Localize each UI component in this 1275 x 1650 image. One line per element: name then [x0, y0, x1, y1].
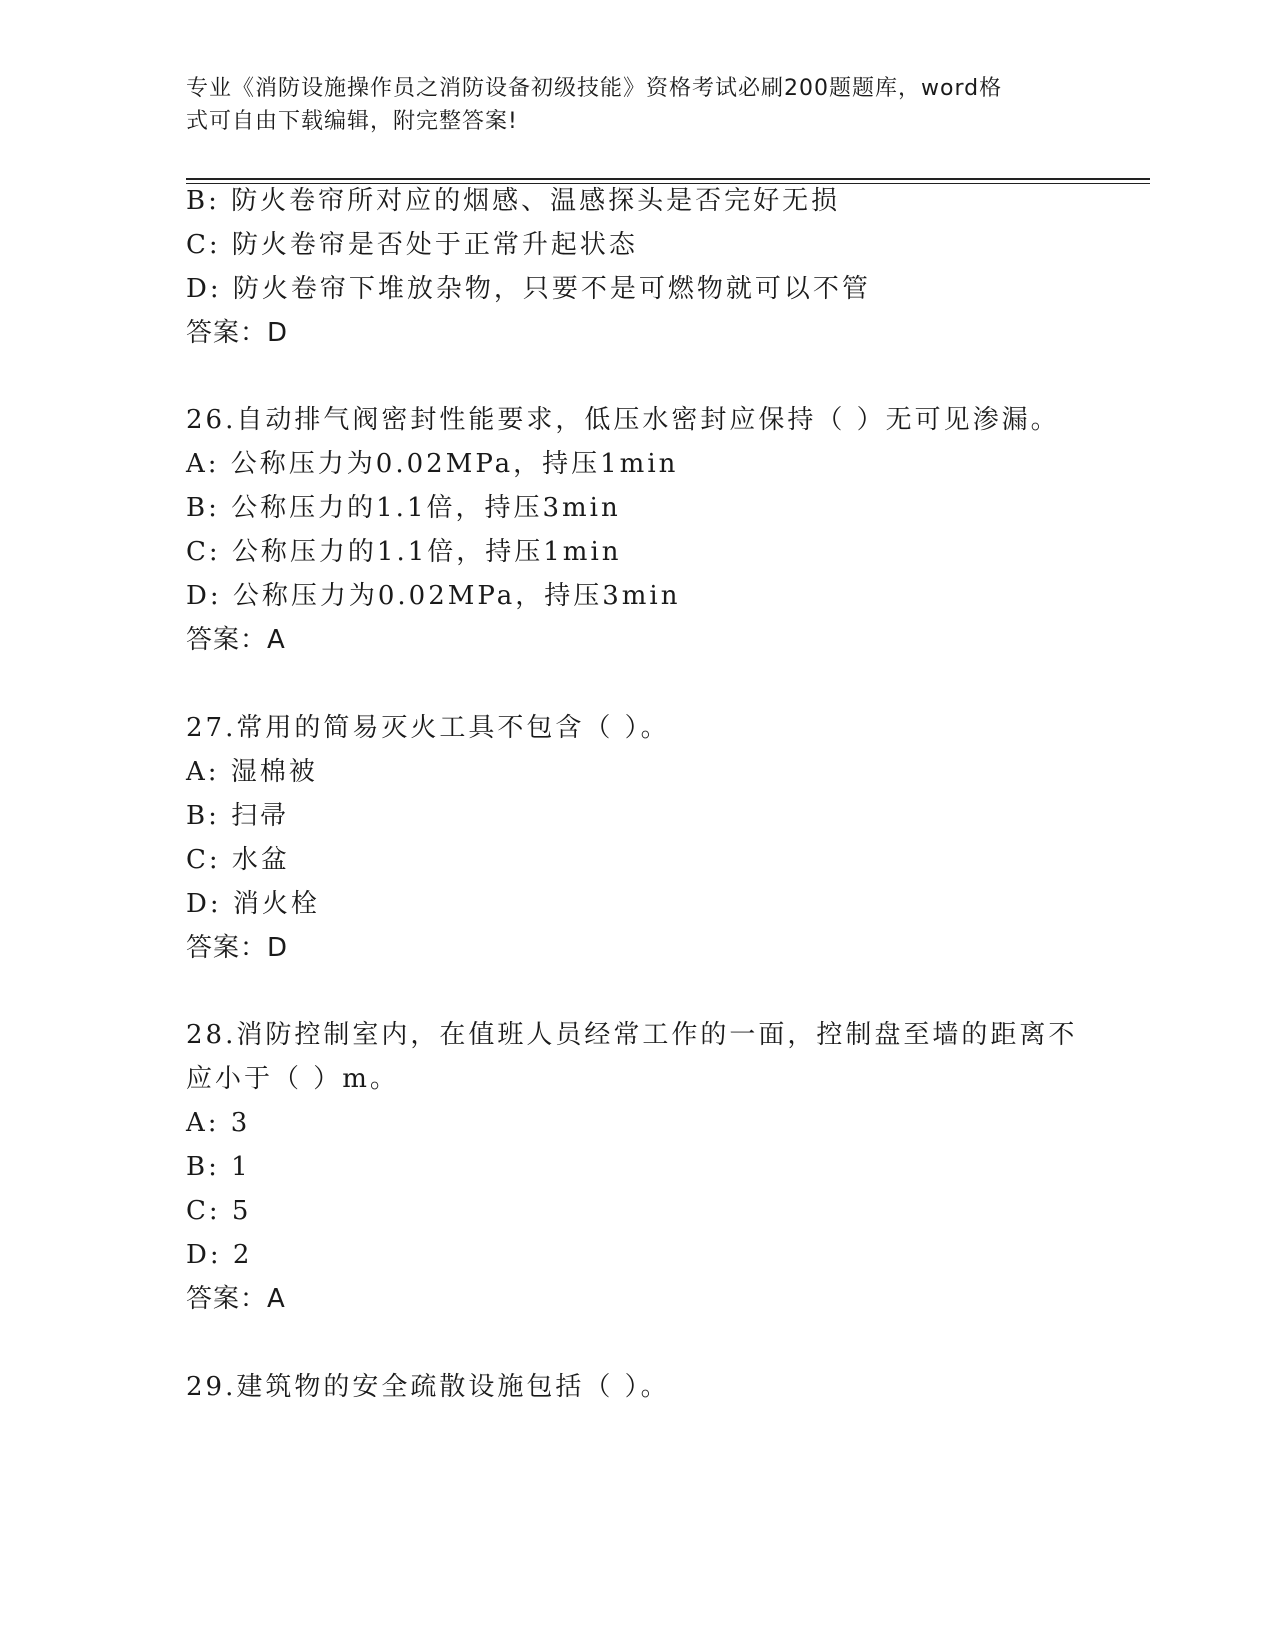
q26-option-d: D: 公称压力为0.02MPa，持压3min	[186, 581, 681, 611]
q25-option-b: B: 防火卷帘所对应的烟感、温感探头是否完好无损	[186, 186, 841, 216]
document-header	[186, 72, 1066, 138]
q26-question: 26.自动排气阀密封性能要求，低压水密封应保持（ ）无可见渗漏。	[186, 405, 1060, 435]
q26-option-c: C: 公称压力的1.1倍，持压1min	[186, 537, 622, 567]
q28-option-a: A: 3	[186, 1108, 251, 1138]
q28-question-line-2: 应小于（ ）m。	[186, 1064, 399, 1094]
q27-option-a: A: 湿棉被	[186, 757, 318, 787]
q27-option-b: B: 扫帚	[186, 801, 290, 831]
q28-answer: 答案：A	[186, 1284, 286, 1314]
header-divider-thick	[186, 178, 1150, 180]
q26-option-b: B: 公称压力的1.1倍，持压3min	[186, 493, 621, 523]
q28-option-d: D: 2	[186, 1240, 253, 1270]
q27-option-d: D: 消火栓	[186, 889, 320, 919]
q29-question: 29.建筑物的安全疏散设施包括（ ）。	[186, 1372, 670, 1402]
q26-option-a: A: 公称压力为0.02MPa，持压1min	[186, 449, 679, 479]
q25-answer: 答案：D	[186, 318, 289, 348]
q27-question: 27.常用的简易灭火工具不包含（ ）。	[186, 713, 670, 743]
q25-option-d: D: 防火卷帘下堆放杂物，只要不是可燃物就可以不管	[186, 274, 871, 304]
q27-answer: 答案：D	[186, 933, 289, 963]
q25-option-c: C: 防火卷帘是否处于正常升起状态	[186, 230, 638, 260]
q28-option-b: B: 1	[186, 1152, 251, 1182]
q28-option-c: C: 5	[186, 1196, 252, 1226]
q27-option-c: C: 水盆	[186, 845, 290, 875]
q28-question-line-1: 28.消防控制室内，在值班人员经常工作的一面，控制盘至墙的距离不	[186, 1020, 1078, 1050]
header-line-1: 专业《消防设施操作员之消防设备初级技能》资格考试必刷200题题库，word格	[186, 76, 1003, 101]
q26-answer: 答案：A	[186, 625, 286, 655]
header-line-2: 式可自由下载编辑，附完整答案!	[186, 109, 518, 134]
